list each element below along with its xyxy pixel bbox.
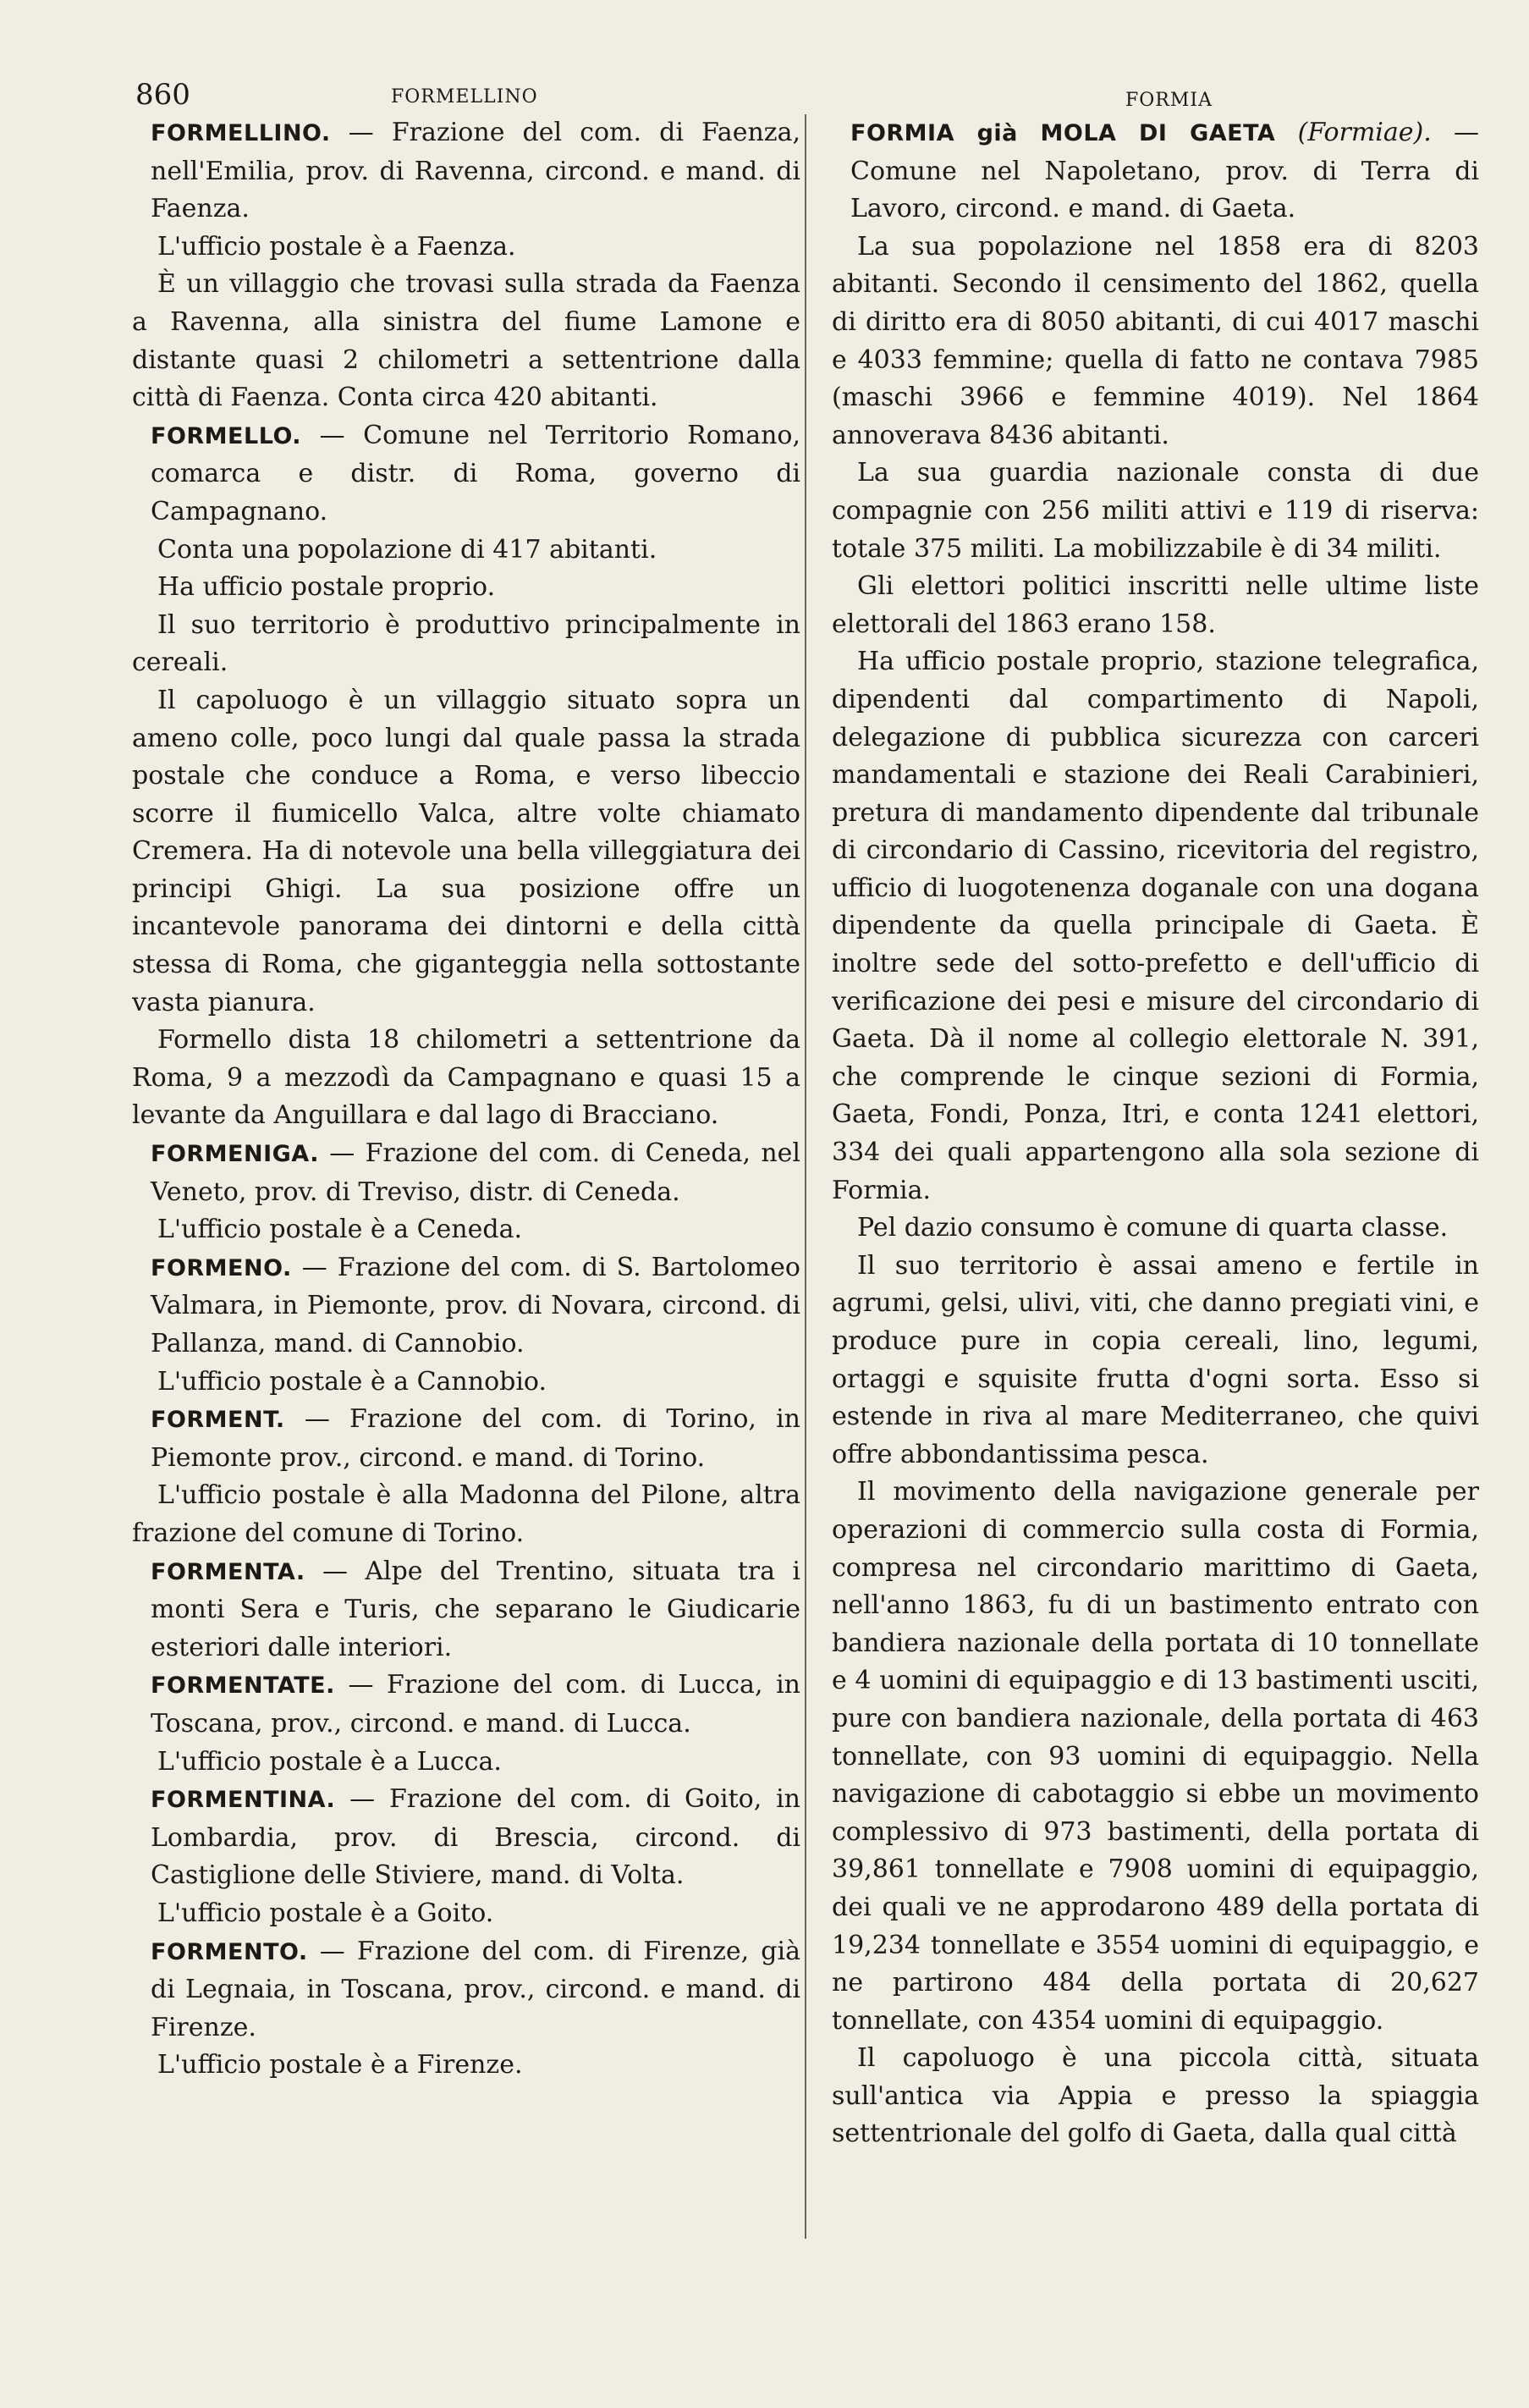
entry-paragraph: Ha ufficio postale proprio, stazione telegrafica, dipendenti dal compartimento di Napoli, delegazione di pubblica sicurezza con carceri mandamentali e stazione dei Reali Carabinieri, pretura di mandamento dipendente dal tribunale di circondario di Cassino, ricevitoria del registro, ufficio di luogotenenza doganale con una dogana dipendente da quella principale di Gaeta. È inoltre sede del sotto-prefetto e dell'ufficio di verificazione dei pesi e misure del circondario di Gaeta. Dà il nome al collegio elettorale N. 391, che comprende le cinque sezioni di Formia, Gaeta, Fondi, Ponza, Itri, e conta 1241 elettori, 334 dei quali appartengono alla sola sezione di Formia. <box>832 647 1479 1205</box>
dictionary-entry <box>132 1553 800 1667</box>
entry-paragraph: Pel dazio consumo è comune di quarta classe. <box>857 1213 1449 1243</box>
left-column <box>132 114 800 2085</box>
entry-paragraph <box>132 1022 800 1135</box>
entry-paragraph <box>132 1364 800 1402</box>
entry-text: — Frazione del com. di Ceneda, nel Veneto, prov. di Treviso, distr. di Ceneda. <box>151 1138 800 1207</box>
entry-text: L'ufficio postale è a Faenza. <box>157 231 516 262</box>
entry-text: — Frazione del com. di Lucca, in Toscana, prov., circond. e mand. di Lucca. <box>151 1670 800 1738</box>
entry-text: L'ufficio postale è a Ceneda. <box>157 1215 523 1245</box>
entry-text: Formello dista 18 chilometri a settentrione da Roma, 9 a mezzodì da Campagnano e quasi 15 a levante da Anguillara e dal lago di Bracciano. <box>132 1025 800 1131</box>
page-number: 860 <box>135 78 190 112</box>
entry-text: — Frazione del com. di Firenze, già di Legnaia, in Toscana, prov., circond. e mand. di Firenze. <box>151 1936 800 2042</box>
entry-paragraph <box>132 1477 800 1552</box>
column-divider <box>805 114 806 2239</box>
entry-text: — Alpe del Trentino, situata tra i monti Sera e Turis, che separano le Giudicarie esteriori dalle interiori. <box>151 1556 800 1662</box>
entry-text: Il suo territorio è produttivo principalmente in cereali. <box>132 609 800 678</box>
entry-latin-name: (Formiae). <box>1297 118 1432 147</box>
entry-paragraph: Il movimento della navigazione generale per operazioni di commercio sulla costa di Formia, compresa nel circondario marittimo di Gaeta, nell'anno 1863, fu di un bastimento entrato con bandiera nazionale della portata di 10 tonnellate e 4 uomini di equipaggio e di 13 bastimenti usciti, pure con bandiera nazionale, della portata di 463 tonnellate, con 93 uomini di equipaggio. Nella navigazione di cabotaggio si ebbe un movimento complessivo di 973 bastimenti, della portata di 39,861 tonnellate e 7908 uomini di equipaggio, dei quali ve ne approdarono 489 della portata di 19,234 tonnellate e 3554 uomini di equipaggio, e ne partirono 484 della portata di 20,627 tonnellate, con 4354 uomini di equipaggio. <box>832 1477 1479 2036</box>
entry-lemma: FORMELLO. <box>151 422 302 449</box>
dictionary-entry <box>132 1249 800 1364</box>
entry-lemma: FORMENTA. <box>151 1558 305 1585</box>
entry-text: Il capoluogo è un villaggio situato sopra un ameno colle, poco lungi dal quale passa la strada postale che conduce a Roma, e verso libeccio scorre il fiumicello Valca, altre volte chiamato Cremera. Ha di notevole una bella villeggiatura dei principi Ghigi. La sua posizione offre un incantevole panorama dei dintorni e della città stessa di Roma, che giganteggia nella sottostante vasta pianura. <box>132 685 800 1017</box>
entry-paragraph <box>132 682 800 1022</box>
entry-lemma: FORMENT. <box>151 1407 285 1434</box>
formia-paragraphs <box>832 229 1479 2153</box>
entry-paragraph: Il suo territorio è assai ameno e fertile in agrumi, gelsi, ulivi, viti, che danno pregiati vini, e produce pure in copia cereali, lino, legumi, ortaggi e squisite frutta d'ogni sorta. Esso si estende in riva al mare Mediterraneo, che quivi offre abbondantissima pesca. <box>832 1250 1479 1469</box>
entry-text: — Frazione del com. di Goito, in Lombardia, prov. di Brescia, circond. di Castiglione delle Stiviere, mand. di Volta. <box>151 1784 800 1891</box>
entry-text: — Frazione del com. di Faenza, nell'Emilia, prov. di Ravenna, circond. e mand. di Faenza. <box>151 118 800 224</box>
dictionary-entry <box>132 114 800 229</box>
entry-paragraph: La sua popolazione nel 1858 era di 8203 abitanti. Secondo il censimento del 1862, quella di diritto era di 8050 abitanti, di cui 4017 maschi e 4033 femmine; quella di fatto ne contava 7985 (maschi 3966 e femmine 4019). Nel 1864 annoverava 8436 abitanti. <box>832 231 1479 450</box>
entry-lemma: FORMENTINA. <box>151 1787 336 1814</box>
entry-paragraph <box>132 569 800 607</box>
right-running-head: FORMIA <box>1125 90 1213 111</box>
entry-paragraph <box>132 229 800 267</box>
entry-paragraph <box>132 532 800 570</box>
entry-paragraph <box>132 1895 800 1933</box>
entry-lemma: FORMIA già MOLA DI GAETA <box>850 120 1276 146</box>
entry-lemma: FORMENTATE. <box>151 1672 335 1700</box>
entry-text: — Frazione del com. di Torino, in Piemonte prov., circond. e mand. di Torino. <box>151 1404 800 1473</box>
entry-lemma: FORMENIGA. <box>151 1141 319 1168</box>
entry-paragraph: Gli elettori politici inscritti nelle ultime liste elettorali del 1863 erano 158. <box>832 571 1479 639</box>
entry-formia <box>832 114 1479 229</box>
entry-lemma: FORMENO. <box>151 1254 292 1281</box>
entry-text: — Comune nel Territorio Romano, comarca e distr. di Roma, governo di Campagnano. <box>151 420 800 526</box>
entry-text: L'ufficio postale è a Firenze. <box>157 2050 523 2080</box>
entry-lemma: FORMENTO. <box>151 1938 308 1965</box>
dictionary-entry <box>132 1781 800 1895</box>
entry-text: L'ufficio postale è a Cannobio. <box>157 1366 547 1397</box>
entry-text: — Comune nel Napoletano, prov. di Terra di Lavoro, circond. e mand. di Gaeta. <box>850 118 1480 224</box>
entry-text: Conta una popolazione di 417 abitanti. <box>157 534 657 565</box>
dictionary-entry <box>132 1933 800 2047</box>
entry-text: È un villaggio che trovasi sulla strada da Faenza a Ravenna, alla sinistra del fiume Lamone e distante quasi 2 chilometri a settentrione dalla città di Faenza. Conta circa 420 abitanti. <box>132 269 800 413</box>
left-running-head: FORMELLINO <box>391 86 538 107</box>
entry-text: Ha ufficio postale proprio. <box>157 572 496 603</box>
entry-paragraph: Il capoluogo è una piccola città, situata sull'antica via Appia e presso la spiaggia settentrionale del golfo di Gaeta, dalla qual città <box>832 2043 1479 2149</box>
entry-paragraph <box>132 2047 800 2085</box>
dictionary-entry <box>132 1667 800 1743</box>
right-column <box>832 114 1479 2153</box>
entry-paragraph <box>132 1211 800 1249</box>
running-header <box>0 78 1529 112</box>
entry-paragraph <box>132 1744 800 1782</box>
dictionary-entry <box>132 417 800 532</box>
entry-text: L'ufficio postale è a Goito. <box>157 1898 494 1928</box>
entry-paragraph: La sua guardia nazionale consta di due compagnie con 256 militi attivi e 119 di riserva: totale 375 militi. La mobilizzabile è di 34 militi. <box>832 458 1479 564</box>
dictionary-entry <box>132 1135 800 1211</box>
entry-text: L'ufficio postale è a Lucca. <box>157 1746 502 1777</box>
entry-paragraph <box>132 266 800 416</box>
dictionary-entry <box>132 1401 800 1477</box>
entry-text: L'ufficio postale è alla Madonna del Pilone, altra frazione del comune di Torino. <box>132 1480 800 1548</box>
entry-lemma: FORMELLINO. <box>151 120 331 146</box>
entry-paragraph <box>132 607 800 682</box>
entry-text: — Frazione del com. di S. Bartolomeo Valmara, in Piemonte, prov. di Novara, circond. di Pallanza, mand. di Cannobio. <box>151 1252 800 1358</box>
